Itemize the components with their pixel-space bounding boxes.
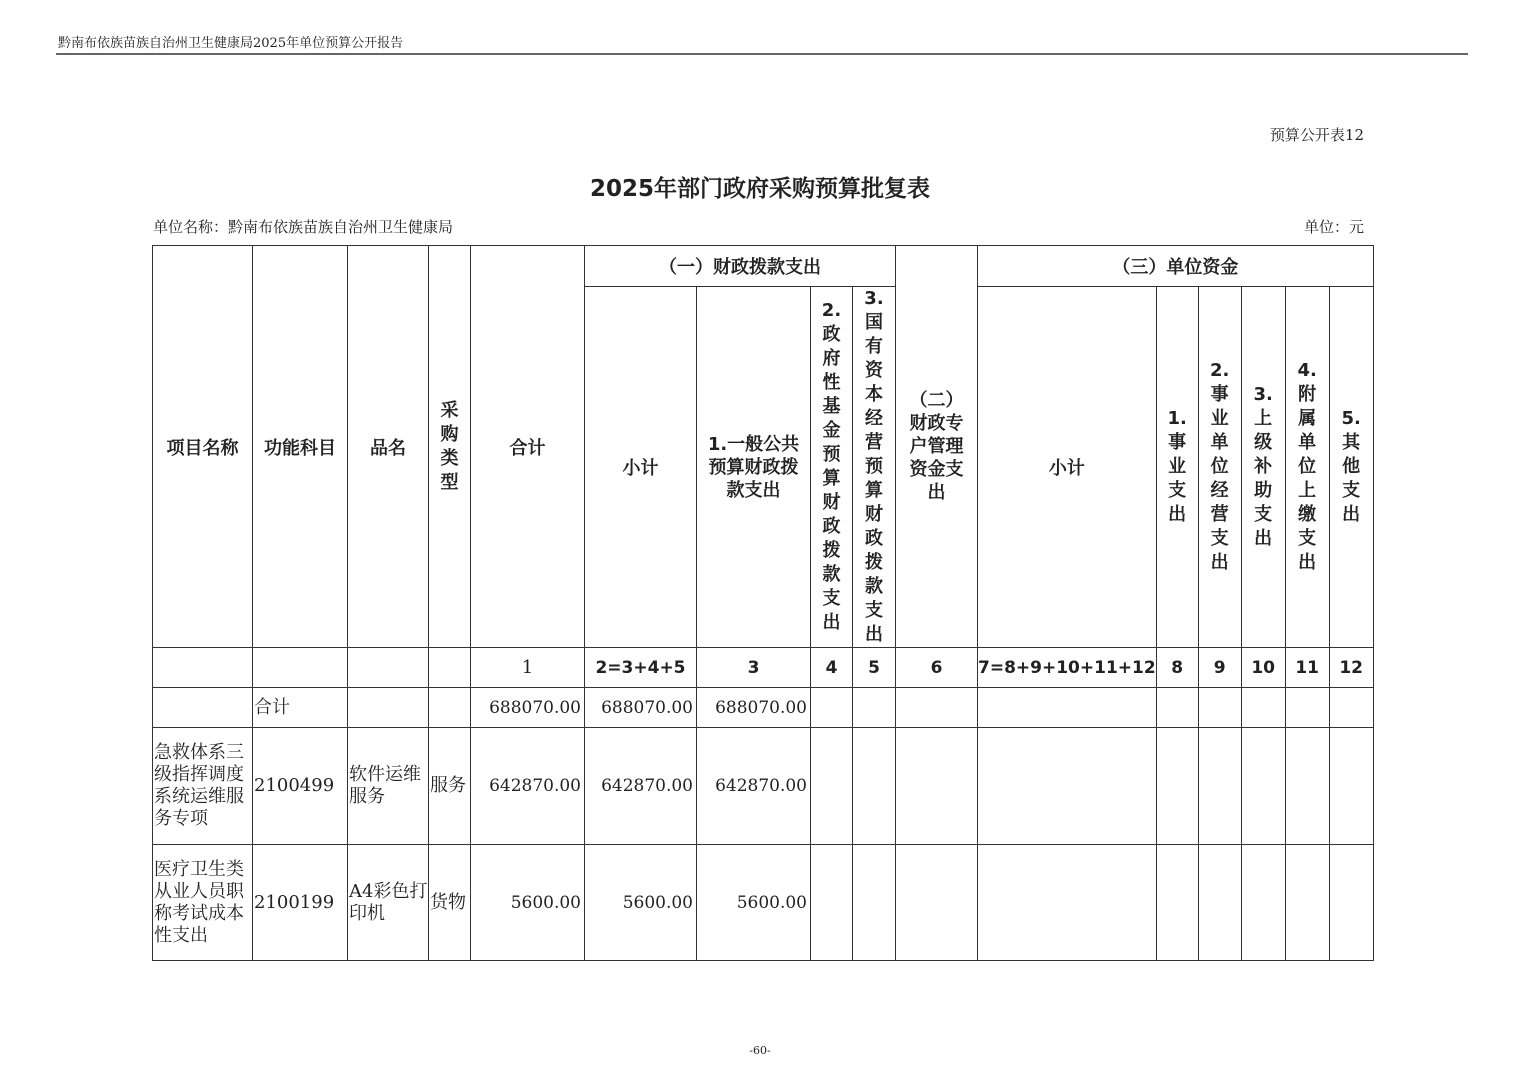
header-g1-general: 1.一般公共预算财政拨款支出 [707,433,800,501]
header-group-fiscal: （一）财政拨款支出 [585,246,896,287]
row-purchase-type: 服务 [429,728,471,845]
header-g1-general-cell [697,287,811,648]
total-subtotal: 688070.00 [585,688,697,728]
col-index: 2=3+4+5 [585,648,697,688]
total-general: 688070.00 [697,688,811,728]
header-g1-capital: 3.国有资本经营预算财政拨款支出 [864,288,884,645]
header-g3-c3: 3.上级补助支出 [1253,384,1273,549]
col-index: 9 [1198,648,1241,688]
col-index: 11 [1285,648,1329,688]
col-index: 1 [471,648,585,688]
header-g3-c4: 4.附属单位上缴支出 [1297,360,1317,573]
header-g1-fund: 2.政府性基金预算财政拨款支出 [821,300,842,633]
row-project-name: 急救体系三级指挥调度系统运维服务专项 [153,728,253,845]
header-g3-c4-cell [1285,287,1329,648]
header-g1-capital-cell [853,287,896,648]
header-purchase-type-cell [429,246,471,648]
header-g3-subtotal: 小计 [978,287,1157,648]
header-total: 合计 [471,246,585,648]
header-group-special-account: （二）财政专户管理资金支出 [909,390,964,503]
header-group-special-account-cell [896,246,978,648]
row-purchase-type: 货物 [429,845,471,961]
header-g3-c1: 1.事业支出 [1167,408,1187,525]
row-general: 5600.00 [697,845,811,961]
row-function-subject: 2100499 [253,728,348,845]
header-g1-fund-cell [811,287,853,648]
col-index: 12 [1329,648,1373,688]
total-amount: 688070.00 [471,688,585,728]
header-function-subject: 功能科目 [253,246,348,648]
row-item-name: A4彩色打印机 [348,845,429,961]
row-total: 5600.00 [471,845,585,961]
table-row [153,728,1374,845]
row-function-subject: 2100199 [253,845,348,961]
page-title: 2025年部门政府采购预算批复表 [589,176,930,202]
header-rule [56,53,1468,55]
col-index: 4 [811,648,853,688]
row-general: 642870.00 [697,728,811,845]
total-row [153,688,1374,728]
col-index: 6 [896,648,978,688]
index-row [153,648,1374,688]
header-item-name: 品名 [348,246,429,648]
header-g3-c3-cell [1241,287,1285,648]
procurement-budget-table [152,245,1374,961]
header-g3-c5-cell [1329,287,1373,648]
row-project-name: 医疗卫生类从业人员职称考试成本性支出 [153,845,253,961]
col-index: 10 [1241,648,1285,688]
unit-name: 单位名称：黔南布依族苗族自治州卫生健康局 [153,218,454,236]
col-index: 5 [853,648,896,688]
header-g1-subtotal: 小计 [585,287,697,648]
total-label: 合计 [253,688,348,728]
header-project-name: 项目名称 [153,246,253,648]
header-g3-c1-cell [1156,287,1198,648]
col-index: 7=8+9+10+11+12 [978,648,1157,688]
header-g3-c5: 5.其他支出 [1341,408,1361,525]
header-group-unit-funds: （三）单位资金 [978,246,1374,287]
header-g3-c2: 2.事业单位经营支出 [1209,360,1230,573]
header-g3-c2-cell [1198,287,1241,648]
row-total: 642870.00 [471,728,585,845]
col-index: 8 [1156,648,1198,688]
row-subtotal: 5600.00 [585,845,697,961]
col-index: 3 [697,648,811,688]
row-item-name: 软件运维服务 [348,728,429,845]
header-purchase-type: 采购类型 [440,399,459,493]
row-subtotal: 642870.00 [585,728,697,845]
table-number: 预算公开表12 [1269,126,1364,144]
document-header: 黔南布依族苗族自治州卫生健康局2025年单位预算公开报告 [58,36,404,51]
unit-label: 单位：元 [1303,218,1364,236]
table-row [153,845,1374,961]
page-number: -60- [749,1044,771,1057]
